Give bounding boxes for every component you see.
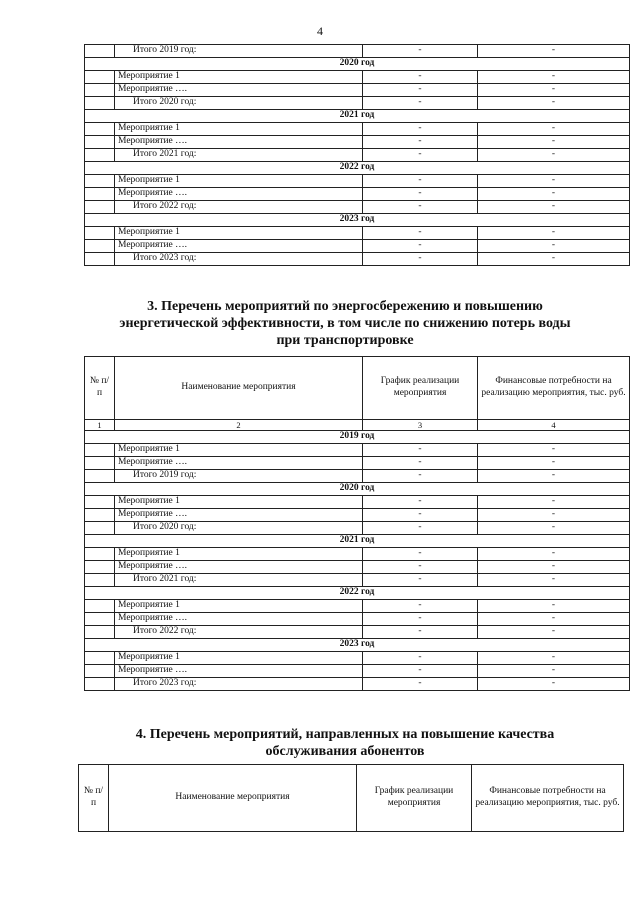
schedule-cell: -	[363, 149, 478, 162]
schedule-cell: -	[363, 561, 478, 574]
num-cell	[85, 574, 115, 587]
schedule-cell: -	[363, 97, 478, 110]
num-cell	[85, 470, 115, 483]
finance-cell: -	[478, 253, 630, 266]
section-4-title-line-1: 4. Перечень мероприятий, направленных на повышение качества	[135, 727, 555, 742]
total-label: Итого 2021 год:	[115, 574, 363, 587]
schedule-cell: -	[363, 444, 478, 457]
schedule-cell: -	[363, 123, 478, 136]
finance-cell: -	[478, 522, 630, 535]
header-num: № п/п	[85, 357, 115, 420]
total-row	[85, 678, 630, 691]
item-row	[85, 123, 630, 136]
section-4-title	[60, 726, 630, 760]
item-row	[85, 496, 630, 509]
year-label: 2019 год	[85, 431, 630, 444]
item-label: Мероприятие 1	[115, 123, 363, 136]
finance-cell: -	[478, 240, 630, 253]
finance-cell: -	[478, 509, 630, 522]
num-cell	[85, 188, 115, 201]
finance-cell: -	[478, 227, 630, 240]
schedule-cell: -	[363, 652, 478, 665]
num-cell	[85, 201, 115, 214]
year-row	[85, 162, 630, 175]
finance-cell: -	[478, 444, 630, 457]
item-label: Мероприятие 1	[115, 496, 363, 509]
section-3-title	[60, 298, 630, 349]
num-cell	[85, 600, 115, 613]
finance-cell: -	[478, 45, 630, 58]
total-label: Итого 2020 год:	[115, 522, 363, 535]
total-label: Итого 2023 год:	[115, 678, 363, 691]
section-1-tail-body	[85, 45, 630, 266]
finance-cell: -	[478, 136, 630, 149]
num-cell	[85, 84, 115, 97]
finance-cell: -	[478, 574, 630, 587]
total-row	[85, 149, 630, 162]
item-row	[85, 600, 630, 613]
num-cell	[85, 149, 115, 162]
finance-cell: -	[478, 613, 630, 626]
year-row	[85, 639, 630, 652]
item-label: Мероприятие ….	[115, 665, 363, 678]
schedule-cell: -	[363, 613, 478, 626]
item-row	[85, 136, 630, 149]
num-cell	[85, 457, 115, 470]
total-row	[85, 45, 630, 58]
year-label: 2020 год	[85, 483, 630, 496]
section-1-tail-table	[84, 44, 630, 266]
finance-cell: -	[478, 201, 630, 214]
schedule-cell: -	[363, 457, 478, 470]
year-label: 2020 год	[85, 58, 630, 71]
schedule-cell: -	[363, 188, 478, 201]
schedule-cell: -	[363, 626, 478, 639]
item-label: Мероприятие ….	[115, 457, 363, 470]
header-finance: Финансовые потребности на реализацию мероприятия, тыс. руб.	[472, 765, 624, 832]
year-label: 2022 год	[85, 587, 630, 600]
year-label: 2021 год	[85, 535, 630, 548]
finance-cell: -	[478, 188, 630, 201]
num-cell	[85, 613, 115, 626]
schedule-cell: -	[363, 71, 478, 84]
section-3-title-line-1: 3. Перечень мероприятий по энергосбережению и повышению	[147, 299, 543, 314]
item-label: Мероприятие 1	[115, 71, 363, 84]
column-number: 4	[478, 420, 630, 431]
total-label: Итого 2019 год:	[115, 45, 363, 58]
column-number: 1	[85, 420, 115, 431]
schedule-cell: -	[363, 45, 478, 58]
total-row	[85, 201, 630, 214]
year-row	[85, 110, 630, 123]
num-cell	[85, 626, 115, 639]
schedule-cell: -	[363, 496, 478, 509]
year-row	[85, 58, 630, 71]
num-cell	[85, 253, 115, 266]
item-row	[85, 457, 630, 470]
finance-cell: -	[478, 149, 630, 162]
total-row	[85, 97, 630, 110]
num-cell	[85, 509, 115, 522]
item-label: Мероприятие ….	[115, 188, 363, 201]
item-row	[85, 227, 630, 240]
item-row	[85, 71, 630, 84]
schedule-cell: -	[363, 600, 478, 613]
column-number: 2	[115, 420, 363, 431]
finance-cell: -	[478, 600, 630, 613]
item-label: Мероприятие 1	[115, 548, 363, 561]
finance-cell: -	[478, 175, 630, 188]
finance-cell: -	[478, 123, 630, 136]
total-label: Итого 2022 год:	[115, 201, 363, 214]
total-row	[85, 626, 630, 639]
item-row	[85, 444, 630, 457]
item-row	[85, 175, 630, 188]
finance-cell: -	[478, 84, 630, 97]
num-cell	[85, 665, 115, 678]
finance-cell: -	[478, 665, 630, 678]
section-3-table	[84, 356, 630, 691]
section-3-header-row	[85, 357, 630, 420]
item-row	[85, 188, 630, 201]
schedule-cell: -	[363, 175, 478, 188]
column-number-row	[85, 420, 630, 431]
total-row	[85, 522, 630, 535]
num-cell	[85, 240, 115, 253]
finance-cell: -	[478, 652, 630, 665]
total-row	[85, 253, 630, 266]
total-label: Итого 2022 год:	[115, 626, 363, 639]
item-label: Мероприятие ….	[115, 240, 363, 253]
num-cell	[85, 123, 115, 136]
schedule-cell: -	[363, 574, 478, 587]
item-row	[85, 652, 630, 665]
header-finance: Финансовые потребности на реализацию мероприятия, тыс. руб.	[478, 357, 630, 420]
header-num: № п/п	[79, 765, 109, 832]
num-cell	[85, 227, 115, 240]
item-label: Мероприятие ….	[115, 84, 363, 97]
item-label: Мероприятие ….	[115, 136, 363, 149]
item-row	[85, 509, 630, 522]
item-label: Мероприятие 1	[115, 227, 363, 240]
section-3-title-line-3: при транспортировке	[276, 333, 414, 348]
finance-cell: -	[478, 97, 630, 110]
year-label: 2023 год	[85, 639, 630, 652]
num-cell	[85, 561, 115, 574]
item-label: Мероприятие 1	[115, 175, 363, 188]
finance-cell: -	[478, 548, 630, 561]
item-row	[85, 240, 630, 253]
year-label: 2023 год	[85, 214, 630, 227]
section-4-header-row	[79, 765, 624, 832]
section-4-table	[78, 764, 624, 832]
item-row	[85, 665, 630, 678]
num-cell	[85, 45, 115, 58]
total-row	[85, 574, 630, 587]
finance-cell: -	[478, 470, 630, 483]
total-label: Итого 2023 год:	[115, 253, 363, 266]
schedule-cell: -	[363, 470, 478, 483]
item-row	[85, 561, 630, 574]
header-name: Наименование мероприятия	[115, 357, 363, 420]
section-3-body	[85, 431, 630, 691]
schedule-cell: -	[363, 84, 478, 97]
total-label: Итого 2021 год:	[115, 149, 363, 162]
item-row	[85, 548, 630, 561]
item-label: Мероприятие ….	[115, 561, 363, 574]
header-schedule: График реализации мероприятия	[363, 357, 478, 420]
schedule-cell: -	[363, 678, 478, 691]
column-number: 3	[363, 420, 478, 431]
year-row	[85, 535, 630, 548]
num-cell	[85, 175, 115, 188]
year-label: 2021 год	[85, 110, 630, 123]
total-label: Итого 2020 год:	[115, 97, 363, 110]
num-cell	[85, 444, 115, 457]
total-row	[85, 470, 630, 483]
num-cell	[85, 136, 115, 149]
year-row	[85, 587, 630, 600]
schedule-cell: -	[363, 548, 478, 561]
num-cell	[85, 71, 115, 84]
schedule-cell: -	[363, 665, 478, 678]
num-cell	[85, 496, 115, 509]
schedule-cell: -	[363, 201, 478, 214]
section-4-title-line-2: обслуживания абонентов	[265, 744, 425, 759]
num-cell	[85, 652, 115, 665]
finance-cell: -	[478, 678, 630, 691]
header-name: Наименование мероприятия	[109, 765, 357, 832]
schedule-cell: -	[363, 136, 478, 149]
section-3-title-line-2: энергетической эффективности, в том числе по снижению потерь воды	[119, 316, 571, 331]
finance-cell: -	[478, 457, 630, 470]
schedule-cell: -	[363, 522, 478, 535]
schedule-cell: -	[363, 509, 478, 522]
finance-cell: -	[478, 496, 630, 509]
num-cell	[85, 522, 115, 535]
year-row	[85, 214, 630, 227]
item-label: Мероприятие 1	[115, 444, 363, 457]
item-row	[85, 613, 630, 626]
schedule-cell: -	[363, 253, 478, 266]
num-cell	[85, 97, 115, 110]
finance-cell: -	[478, 561, 630, 574]
finance-cell: -	[478, 626, 630, 639]
header-schedule: График реализации мероприятия	[357, 765, 472, 832]
num-cell	[85, 678, 115, 691]
item-label: Мероприятие ….	[115, 613, 363, 626]
finance-cell: -	[478, 71, 630, 84]
page-number: 4	[317, 24, 323, 38]
num-cell	[85, 548, 115, 561]
schedule-cell: -	[363, 240, 478, 253]
schedule-cell: -	[363, 227, 478, 240]
year-row	[85, 431, 630, 444]
item-label: Мероприятие ….	[115, 509, 363, 522]
item-label: Мероприятие 1	[115, 652, 363, 665]
year-row	[85, 483, 630, 496]
item-label: Мероприятие 1	[115, 600, 363, 613]
year-label: 2022 год	[85, 162, 630, 175]
item-row	[85, 84, 630, 97]
total-label: Итого 2019 год:	[115, 470, 363, 483]
